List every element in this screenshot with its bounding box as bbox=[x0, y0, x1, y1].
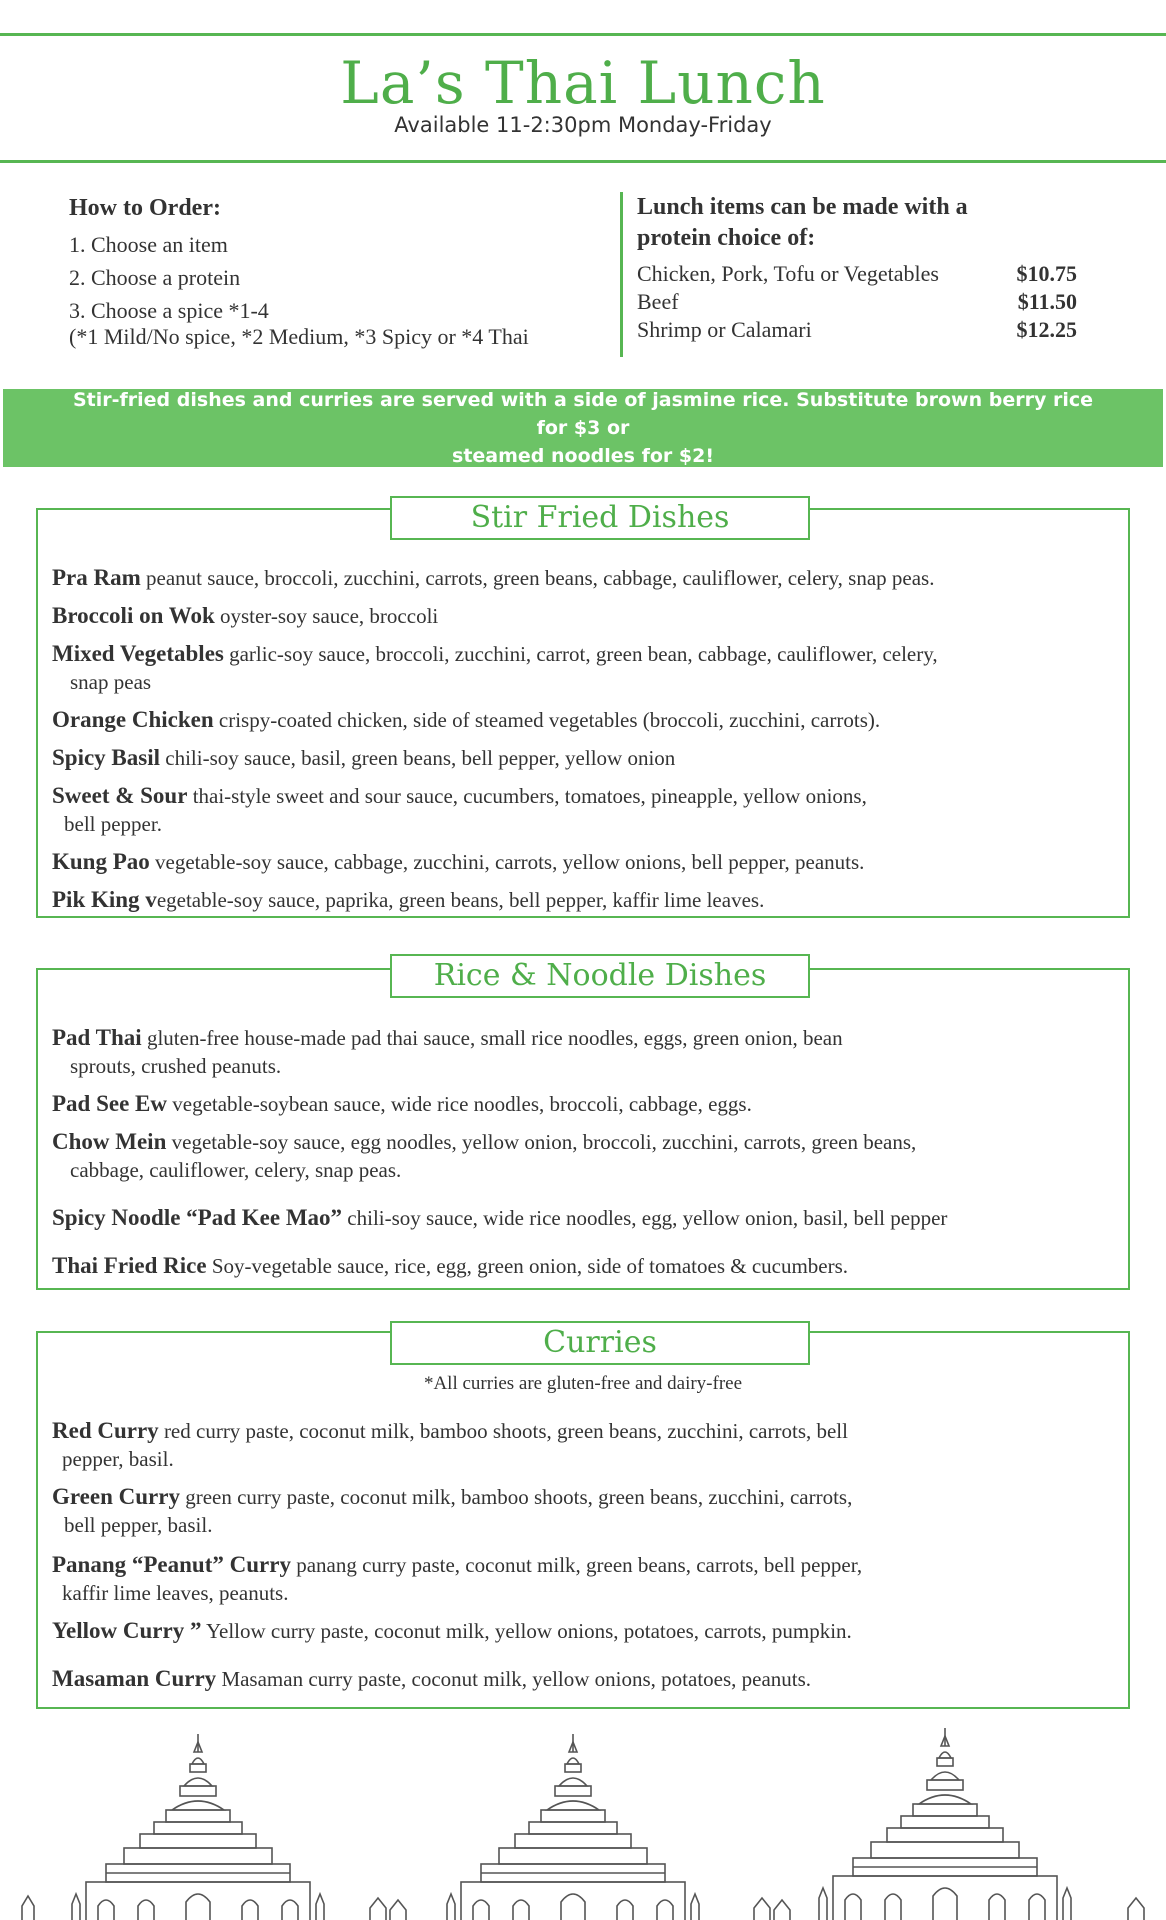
menu-item bbox=[52, 744, 1112, 772]
temple-icon bbox=[72, 1734, 324, 1920]
protein-label: Chicken, Pork, Tofu or Vegetables bbox=[637, 261, 939, 286]
protein-row bbox=[637, 260, 1077, 288]
menu-item bbox=[52, 564, 1112, 592]
header-rule bbox=[0, 160, 1166, 163]
how-to-order bbox=[69, 192, 609, 350]
item-desc: Masaman curry paste, coconut milk, yellow onions, potatoes, peanuts. bbox=[216, 1667, 812, 1691]
item-desc: egetable-soy sauce, paprika, green beans, bell pepper, kaffir lime leaves. bbox=[156, 888, 765, 912]
item-desc-cont: pepper, basil. bbox=[62, 1447, 174, 1471]
availability-subtitle: Available 11-2:30pm Monday-Friday bbox=[394, 113, 772, 137]
menu-item bbox=[52, 848, 1112, 876]
spice-note: (*1 Mild/No spice, *2 Medium, *3 Spicy or *4 Thai bbox=[69, 324, 529, 349]
section-title: Rice & Noodle Dishes bbox=[390, 954, 810, 998]
protein-row bbox=[637, 288, 1077, 316]
item-desc-cont: bell pepper. bbox=[64, 812, 162, 836]
item-desc: vegetable-soybean sauce, wide rice noodles, broccoli, cabbage, eggs. bbox=[167, 1092, 752, 1116]
menu-item bbox=[52, 1252, 1112, 1280]
temple-icon bbox=[447, 1734, 699, 1920]
temple-icon bbox=[370, 1898, 406, 1920]
menu-item bbox=[52, 1024, 1112, 1080]
menu-item bbox=[52, 1417, 1112, 1473]
menu-item bbox=[52, 1204, 1112, 1232]
protein-heading-line: protein choice of: bbox=[637, 225, 816, 251]
item-desc: vegetable-soy sauce, cabbage, zucchini, carrots, yellow onions, bell pepper, peanuts. bbox=[149, 850, 865, 874]
menu-item bbox=[52, 1617, 1112, 1645]
order-step: 2. Choose a protein bbox=[69, 265, 241, 290]
menu-item bbox=[52, 782, 1112, 838]
item-desc: Yellow curry paste, coconut milk, yellow onions, potatoes, carrots, pumpkin. bbox=[201, 1619, 852, 1643]
item-desc: gluten-free house-made pad thai sauce, small rice noodles, eggs, green onion, bean bbox=[141, 1026, 843, 1050]
banner-line: Stir-fried dishes and curries are served with a side of jasmine rice. Substitute brown berry rice for $3 or bbox=[72, 389, 1094, 439]
item-name: Chow Mein bbox=[52, 1129, 167, 1154]
item-desc: oyster-soy sauce, broccoli bbox=[214, 604, 439, 628]
menu-item bbox=[52, 640, 1112, 696]
temple-illustrations bbox=[0, 1720, 1166, 1920]
menu-title: La’s Thai Lunch bbox=[340, 49, 826, 117]
protein-label: Beef bbox=[637, 289, 679, 314]
item-desc: crispy-coated chicken, side of steamed vegetables (broccoli, zucchini, carrots). bbox=[213, 708, 881, 732]
item-desc-cont: sprouts, crushed peanuts. bbox=[70, 1054, 282, 1078]
item-name: Pra Ram bbox=[52, 565, 141, 590]
item-name: Red Curry bbox=[52, 1418, 159, 1443]
item-name: Thai Fried Rice bbox=[52, 1253, 207, 1278]
item-name: Green Curry bbox=[52, 1484, 180, 1509]
rice-substitution-banner bbox=[3, 389, 1163, 467]
rice-noodle-section bbox=[36, 958, 1130, 1290]
item-desc: chili-soy sauce, basil, green beans, bell pepper, yellow onion bbox=[160, 746, 676, 770]
section-title: Curries bbox=[390, 1321, 810, 1365]
item-name: Pad Thai bbox=[52, 1025, 142, 1050]
temple-icon bbox=[1128, 1898, 1144, 1920]
menu-item bbox=[52, 1665, 1112, 1693]
item-desc: panang curry paste, coconut milk, green beans, carrots, bell pepper, bbox=[290, 1553, 863, 1577]
item-desc: chili-soy sauce, wide rice noodles, egg, yellow onion, basil, bell pepper bbox=[342, 1206, 948, 1230]
item-desc: thai-style sweet and sour sauce, cucumbers, tomatoes, pineapple, yellow onions, bbox=[187, 784, 867, 808]
item-name: Panang “Peanut” Curry bbox=[52, 1552, 291, 1577]
menu-item bbox=[52, 602, 1112, 630]
item-name: Masaman Curry bbox=[52, 1666, 217, 1691]
item-name: Pad See Ew bbox=[52, 1091, 167, 1116]
protein-heading bbox=[637, 192, 1077, 254]
protein-heading-line: Lunch items can be made with a bbox=[637, 194, 968, 220]
item-desc: red curry paste, coconut milk, bamboo shoots, green beans, zucchini, carrots, bell bbox=[158, 1419, 848, 1443]
temple-icon bbox=[22, 1896, 34, 1920]
item-name: Mixed Vegetables bbox=[52, 641, 224, 666]
item-name: Spicy Noodle “Pad Kee Mao” bbox=[52, 1205, 343, 1230]
item-desc: green curry paste, coconut milk, bamboo shoots, green beans, zucchini, carrots, bbox=[179, 1485, 853, 1509]
order-step: 1. Choose an item bbox=[69, 232, 228, 257]
protein-label: Shrimp or Calamari bbox=[637, 317, 812, 342]
item-name: Sweet & Sour bbox=[52, 783, 188, 808]
protein-row bbox=[637, 316, 1077, 344]
item-name: Orange Chicken bbox=[52, 707, 214, 732]
stir-fried-section bbox=[36, 500, 1130, 918]
item-desc: vegetable-soy sauce, egg noodles, yellow onion, broccoli, zucchini, carrots, green beans, bbox=[166, 1130, 917, 1154]
item-desc-cont: cabbage, cauliflower, celery, snap peas. bbox=[70, 1158, 402, 1182]
item-desc: Soy-vegetable sauce, rice, egg, green onion, side of tomatoes & cucumbers. bbox=[206, 1254, 849, 1278]
protein-choices bbox=[637, 192, 1077, 344]
protein-price: $11.50 bbox=[1017, 289, 1077, 314]
curries-section bbox=[36, 1325, 1130, 1709]
menu-item bbox=[52, 1090, 1112, 1118]
protein-price: $12.25 bbox=[1016, 317, 1077, 342]
item-name: Spicy Basil bbox=[52, 745, 161, 770]
top-rule bbox=[0, 33, 1166, 36]
item-desc-cont: kaffir lime leaves, peanuts. bbox=[62, 1581, 289, 1605]
temple-icon bbox=[754, 1898, 790, 1920]
item-name: Pik King v bbox=[52, 887, 157, 912]
temple-icon bbox=[819, 1728, 1071, 1920]
item-name: Broccoli on Wok bbox=[52, 603, 215, 628]
how-to-order-heading: How to Order: bbox=[69, 195, 221, 221]
order-step: 3. Choose a spice *1-4 bbox=[69, 298, 269, 323]
section-title: Stir Fried Dishes bbox=[390, 496, 810, 540]
item-desc-cont: bell pepper, basil. bbox=[64, 1513, 213, 1537]
item-desc: garlic-soy sauce, broccoli, zucchini, carrot, green bean, cabbage, cauliflower, celery, bbox=[223, 642, 938, 666]
banner-line: steamed noodles for $2! bbox=[452, 445, 714, 467]
menu-item bbox=[52, 1551, 1112, 1607]
menu-item bbox=[52, 1128, 1112, 1184]
menu-item bbox=[52, 706, 1112, 734]
protein-price: $10.75 bbox=[1016, 261, 1077, 286]
column-divider bbox=[620, 192, 623, 357]
curries-note: *All curries are gluten-free and dairy-free bbox=[423, 1373, 743, 1394]
item-desc-cont: snap peas bbox=[70, 670, 152, 694]
menu-item bbox=[52, 1483, 1112, 1539]
item-desc: peanut sauce, broccoli, zucchini, carrots, green beans, cabbage, cauliflower, celery, snap peas. bbox=[140, 566, 935, 590]
item-name: Kung Pao bbox=[52, 849, 150, 874]
menu-item bbox=[52, 886, 1112, 914]
item-name: Yellow Curry ” bbox=[52, 1618, 202, 1643]
